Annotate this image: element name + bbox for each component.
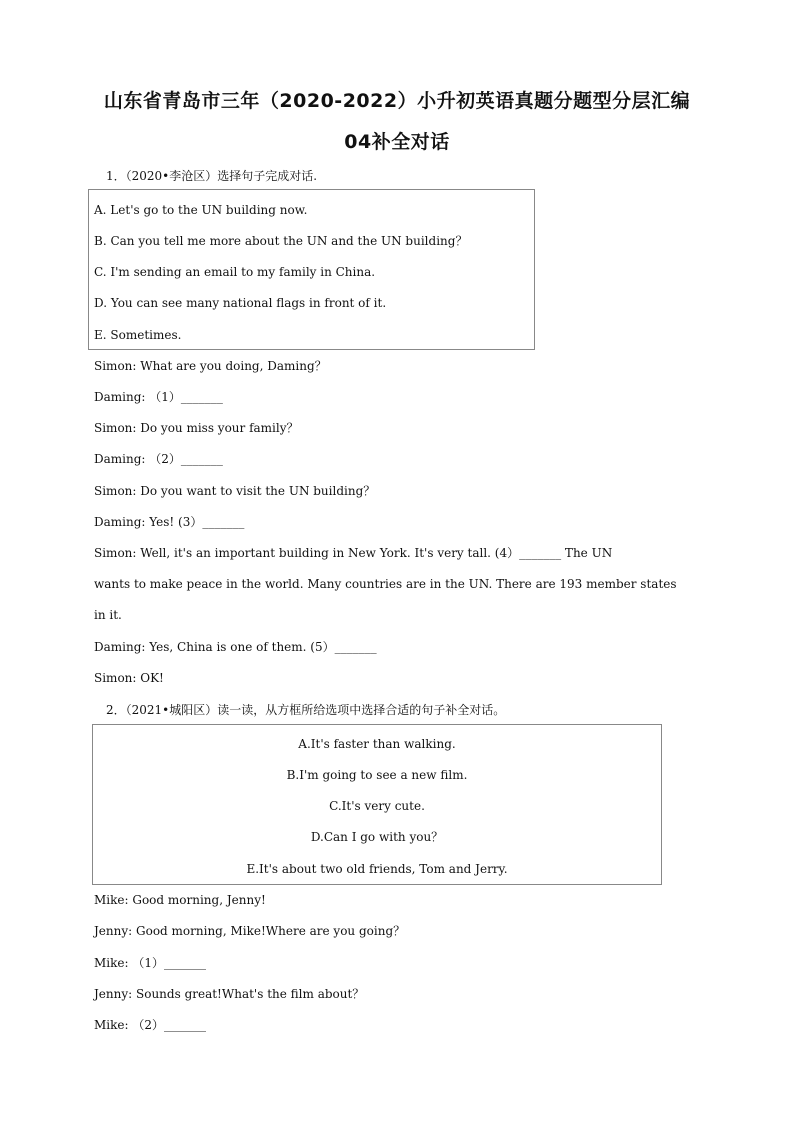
q1-dialogue-line: Simon: Do you miss your family？ [94, 421, 299, 435]
question-1-header: 1．（2020•李沧区）选择句子完成对话. [106, 169, 318, 183]
q2-option-d: D.Can I go with you？ [310, 830, 444, 844]
q1-dialogue-line: Simon: Do you want to visit the UN building？ [94, 484, 376, 498]
q2-dialogue-line: Mike: （2）_______ [94, 1018, 206, 1032]
q2-option-e: E.It's about two old friends, Tom and Jerry. [246, 862, 508, 876]
q1-option-d: D. You can see many national flags in front of it. [94, 296, 387, 310]
question-2-options-box [92, 724, 662, 885]
q2-option-a: A.It's faster than walking. [298, 737, 456, 751]
q2-dialogue-line: Jenny: Good morning, Mike!Where are you going？ [94, 924, 406, 938]
q2-option-b: B.I'm going to see a new film. [286, 768, 468, 782]
q1-dialogue-line: wants to make peace in the world. Many countries are in the UN. There are 193 member states [94, 577, 677, 591]
q1-dialogue-line: Daming: Yes, China is one of them. (5）_______ [94, 640, 377, 654]
q1-dialogue-line: Simon: OK! [94, 671, 164, 685]
q2-dialogue-line: Mike: Good morning, Jenny! [94, 893, 266, 907]
document-subtitle: 04补全对话 [344, 131, 450, 153]
question-2-header: 2．（2021•城阳区）读一读，从方框所给选项中选择合适的句子补全对话。 [106, 703, 506, 717]
q1-dialogue-line: Daming: （1）_______ [94, 390, 223, 404]
document-title: 山东省青岛市三年（2020-2022）小升初英语真题分题型分层汇编 [103, 90, 691, 112]
q1-dialogue-line: Daming: （2）_______ [94, 452, 223, 466]
question-1-options-box [88, 189, 535, 350]
q2-dialogue-line: Jenny: Sounds great!What's the film about？ [94, 987, 365, 1001]
q1-dialogue-line: Simon: What are you doing, Daming？ [94, 359, 327, 373]
q1-dialogue-line: Daming: Yes! (3）_______ [94, 515, 245, 529]
q2-option-c: C.It's very cute. [329, 799, 425, 813]
q1-option-e: E. Sometimes. [94, 328, 182, 342]
q2-dialogue-line: Mike: （1）_______ [94, 956, 206, 970]
q1-option-b: B. Can you tell me more about the UN and the UN building？ [94, 234, 468, 248]
q1-dialogue-line: Simon: Well, it's an important building in New York. It's very tall. (4）_______ The UN [94, 546, 613, 560]
q1-option-c: C. I'm sending an email to my family in China. [94, 265, 376, 279]
q1-dialogue-line: in it. [94, 608, 122, 622]
q1-option-a: A. Let's go to the UN building now. [94, 203, 308, 217]
